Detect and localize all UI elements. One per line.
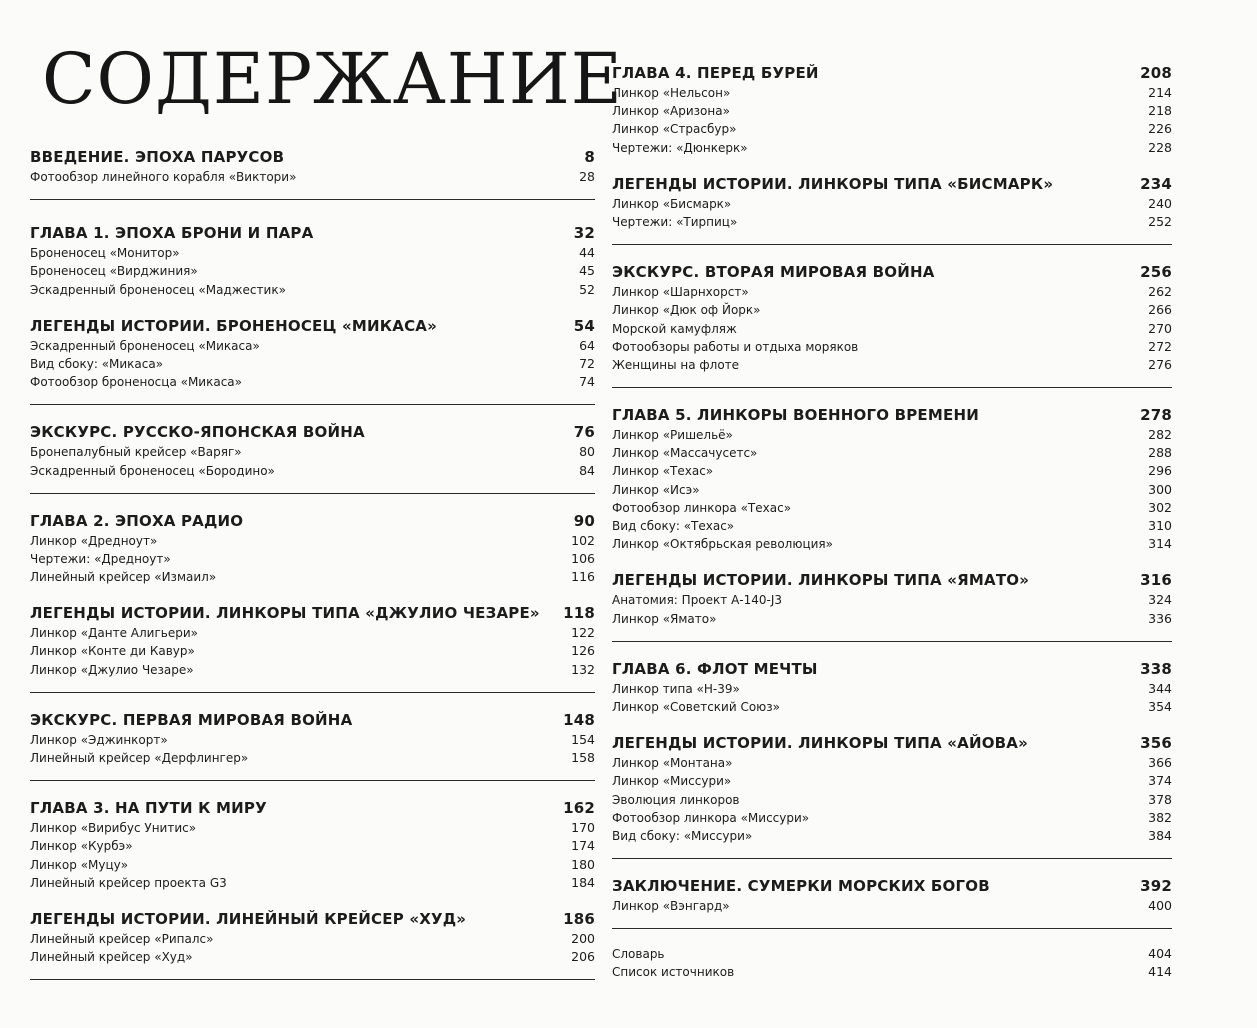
- entry-title: Эволюция линкоров: [612, 792, 740, 807]
- entry-title: Анатомия: Проект А-140-J3: [612, 593, 783, 608]
- toc-entry[interactable]: [30, 819, 595, 837]
- toc-entry[interactable]: [612, 591, 1172, 609]
- section-page-number: 8: [584, 148, 595, 166]
- toc-entry[interactable]: [30, 355, 595, 373]
- entry-title: Линкор «Бисмарк»: [612, 196, 732, 211]
- entry-title: Линейный крейсер «Дерфлингер»: [30, 751, 249, 765]
- toc-entry[interactable]: [30, 731, 595, 749]
- page-title: СОДЕРЖАНИЕ: [42, 38, 623, 120]
- toc-section: [30, 510, 595, 587]
- toc-section: [612, 173, 1172, 245]
- toc-entry[interactable]: [30, 462, 595, 480]
- section-title: ГЛАВА 1. ЭПОХА БРОНИ И ПАРА: [30, 224, 314, 243]
- entry-page-number: 272: [1148, 338, 1172, 354]
- toc-entry[interactable]: [30, 168, 595, 186]
- entry-page-number: 270: [1148, 320, 1172, 336]
- entry-page-number: 44: [579, 245, 595, 261]
- section-title: ЛЕГЕНДЫ ИСТОРИИ. БРОНЕНОСЕЦ «МИКАСА»: [30, 316, 437, 335]
- toc-entry[interactable]: [612, 444, 1172, 462]
- entry-page-number: 296: [1148, 463, 1172, 479]
- entry-title: Линкор «Эджинкорт»: [30, 732, 168, 747]
- entry-page-number: 180: [571, 856, 595, 872]
- toc-entry[interactable]: [30, 661, 595, 679]
- entry-page-number: 184: [571, 874, 595, 890]
- entry-page-number: 102: [571, 532, 595, 548]
- section-title: ГЛАВА 5. ЛИНКОРЫ ВОЕННОГО ВРЕМЕНИ: [612, 406, 979, 425]
- entry-page-number: 404: [1148, 946, 1172, 962]
- entry-page-number: 288: [1148, 445, 1172, 461]
- entry-title: Линкор «Вэнгард»: [612, 899, 730, 914]
- section-heading[interactable]: [612, 875, 1172, 897]
- toc-entry[interactable]: [30, 532, 595, 550]
- entry-page-number: 378: [1148, 791, 1172, 807]
- entry-page-number: 126: [571, 643, 595, 659]
- entry-page-number: 154: [571, 731, 595, 747]
- entry-title: Броненосец «Монитор»: [30, 246, 180, 261]
- entry-title: Линкор «Октябрьская революция»: [612, 537, 833, 552]
- section-page-number: 54: [573, 316, 595, 335]
- toc-entry[interactable]: [30, 244, 595, 262]
- toc-entry[interactable]: [30, 373, 595, 391]
- entry-title: Линкор «Ямато»: [612, 611, 717, 626]
- toc-entry[interactable]: [30, 624, 595, 642]
- entry-page-number: 262: [1148, 284, 1172, 300]
- entry-title: Линкор «Данте Алигьери»: [30, 626, 198, 641]
- entry-title: Линкор «Исэ»: [612, 482, 700, 497]
- toc-entry[interactable]: [612, 320, 1172, 338]
- entry-title: Вид сбоку: «Техас»: [612, 519, 735, 533]
- entry-title: Эскадренный броненосец «Бородино»: [30, 463, 275, 478]
- entry-page-number: 282: [1148, 427, 1172, 443]
- entry-page-number: 116: [571, 569, 595, 585]
- toc-section: [612, 569, 1172, 641]
- toc-entry[interactable]: [30, 837, 595, 855]
- section-heading[interactable]: [30, 602, 595, 624]
- entry-title: Морской камуфляж: [612, 321, 737, 336]
- section-page-number: 356: [1140, 734, 1172, 753]
- toc-entry[interactable]: [612, 120, 1172, 138]
- toc-section: [612, 404, 1172, 553]
- entry-title: Вид сбоку: «Микаса»: [30, 356, 164, 371]
- entry-title: Линкор «Муцу»: [30, 857, 129, 872]
- back-matter: [612, 945, 1172, 981]
- section-title: ЗАКЛЮЧЕНИЕ. СУМЕРКИ МОРСКИХ БОГОВ: [612, 877, 990, 896]
- entry-page-number: 414: [1148, 964, 1172, 980]
- toc-entry[interactable]: [612, 195, 1172, 213]
- section-page-number: 256: [1140, 263, 1172, 282]
- entry-page-number: 400: [1148, 898, 1172, 914]
- section-title: ВВЕДЕНИЕ. ЭПОХА ПАРУСОВ: [30, 148, 285, 166]
- entry-page-number: 84: [579, 462, 595, 478]
- entry-title: Фотообзор линкора «Техас»: [612, 500, 792, 515]
- toc-entry[interactable]: [612, 517, 1172, 535]
- entry-title: Линкор «Миссури»: [612, 774, 732, 789]
- toc-section: [612, 875, 1172, 929]
- section-title: ЭКСКУРС. ПЕРВАЯ МИРОВАЯ ВОЙНА: [30, 710, 353, 729]
- entry-page-number: 324: [1148, 592, 1172, 608]
- entry-title: Линкор «Массачусетс»: [612, 446, 758, 461]
- entry-title: Чертежи: «Дюнкерк»: [612, 140, 748, 155]
- section-title: ЛЕГЕНДЫ ИСТОРИИ. ЛИНЕЙНЫЙ КРЕЙСЕР «ХУД»: [30, 909, 467, 928]
- toc-entry[interactable]: [612, 213, 1172, 231]
- toc-section: [612, 261, 1172, 388]
- toc-section: [30, 908, 595, 980]
- entry-title: Линкор «Аризона»: [612, 104, 730, 119]
- toc-section: [30, 797, 595, 892]
- entry-page-number: 174: [571, 838, 595, 854]
- entry-title: Броненосец «Вирджиния»: [30, 264, 198, 279]
- entry-title: Вид сбоку: «Миссури»: [612, 828, 753, 843]
- section-title: ЭКСКУРС. ВТОРАЯ МИРОВАЯ ВОЙНА: [612, 263, 935, 282]
- toc-entry[interactable]: [30, 856, 595, 874]
- entry-title: Бронепалубный крейсер «Варяг»: [30, 445, 242, 460]
- entry-page-number: 106: [571, 550, 595, 566]
- section-heading[interactable]: [612, 173, 1172, 195]
- entry-page-number: 302: [1148, 499, 1172, 515]
- entry-title: Линкор «Страсбур»: [612, 122, 737, 137]
- section-page-number: 234: [1140, 174, 1172, 193]
- section-heading[interactable]: [30, 709, 595, 731]
- entry-page-number: 214: [1148, 85, 1172, 100]
- entry-title: Эскадренный броненосец «Микаса»: [30, 338, 260, 353]
- entry-title: Линкор «Конте ди Кавур»: [30, 644, 195, 659]
- toc-entry[interactable]: [612, 963, 1172, 981]
- section-page-number: 316: [1140, 571, 1172, 590]
- toc-entry[interactable]: [612, 754, 1172, 772]
- section-page-number: 278: [1140, 406, 1172, 425]
- section-page-number: 76: [573, 423, 595, 442]
- toc-section: [612, 732, 1172, 859]
- entry-page-number: 366: [1148, 755, 1172, 771]
- toc-section: [30, 146, 595, 200]
- section-title: ГЛАВА 2. ЭПОХА РАДИО: [30, 511, 244, 530]
- section-page-number: 208: [1140, 64, 1172, 82]
- entry-title: Список источников: [612, 965, 735, 980]
- toc-entry[interactable]: [30, 281, 595, 299]
- entry-page-number: 228: [1148, 139, 1172, 155]
- toc-entry[interactable]: [612, 283, 1172, 301]
- toc-entry[interactable]: [612, 139, 1172, 157]
- toc-entry[interactable]: [612, 680, 1172, 698]
- toc-entry[interactable]: [612, 827, 1172, 845]
- entry-title: Женщины на флоте: [612, 357, 740, 372]
- section-page-number: 90: [573, 511, 595, 530]
- section-heading[interactable]: [30, 421, 595, 443]
- entry-page-number: 252: [1148, 213, 1172, 229]
- section-heading[interactable]: [30, 315, 595, 337]
- entry-title: Линкор «Техас»: [612, 464, 714, 479]
- section-page-number: 338: [1140, 659, 1172, 678]
- toc-entry[interactable]: [612, 535, 1172, 553]
- toc-column-right: [612, 62, 1172, 981]
- toc-entry[interactable]: [612, 791, 1172, 809]
- entry-page-number: 122: [571, 625, 595, 641]
- entry-title: Линкор «Джулио Чезаре»: [30, 662, 194, 677]
- entry-page-number: 218: [1148, 103, 1172, 119]
- section-heading[interactable]: [612, 658, 1172, 680]
- entry-title: Линкор «Дюк оф Йорк»: [612, 303, 761, 318]
- entry-page-number: 384: [1148, 827, 1172, 843]
- entry-title: Линкор «Нельсон»: [612, 86, 731, 100]
- entry-title: Фотообзор броненосца «Микаса»: [30, 375, 242, 390]
- entry-title: Линкор «Курбэ»: [30, 839, 133, 854]
- entry-page-number: 132: [571, 661, 595, 677]
- section-page-number: 186: [563, 909, 595, 928]
- entry-title: Чертежи: «Дредноут»: [30, 551, 171, 566]
- entry-page-number: 52: [579, 281, 595, 297]
- entry-page-number: 64: [579, 337, 595, 353]
- entry-title: Линейный крейсер «Худ»: [30, 950, 193, 965]
- toc-section: [612, 658, 1172, 716]
- section-title: ЭКСКУРС. РУССКО-ЯПОНСКАЯ ВОЙНА: [30, 423, 365, 442]
- toc-entry[interactable]: [612, 772, 1172, 790]
- section-title: ЛЕГЕНДЫ ИСТОРИИ. ЛИНКОРЫ ТИПА «БИСМАРК»: [612, 174, 1054, 193]
- section-heading[interactable]: [612, 404, 1172, 426]
- entry-page-number: 344: [1148, 680, 1172, 696]
- section-title: ЛЕГЕНДЫ ИСТОРИИ. ЛИНКОРЫ ТИПА «АЙОВА»: [612, 734, 1028, 753]
- toc-entry[interactable]: [612, 84, 1172, 102]
- toc-entry[interactable]: [612, 356, 1172, 374]
- toc-entry[interactable]: [30, 948, 595, 966]
- toc-entry[interactable]: [612, 301, 1172, 319]
- entry-title: Линкор типа «Н-39»: [612, 681, 740, 696]
- toc-entry[interactable]: [612, 102, 1172, 120]
- entry-title: Линкор «Дредноут»: [30, 533, 158, 548]
- section-title: ГЛАВА 6. ФЛОТ МЕЧТЫ: [612, 659, 818, 678]
- entry-title: Линкор «Ришельё»: [612, 428, 733, 443]
- section-heading[interactable]: [612, 62, 1172, 84]
- section-page-number: 118: [563, 604, 595, 623]
- section-heading[interactable]: [30, 222, 595, 244]
- toc-entry[interactable]: [30, 262, 595, 280]
- entry-title: Фотообзоры работы и отдыха моряков: [612, 339, 859, 354]
- entry-page-number: 266: [1148, 302, 1172, 318]
- section-title: ЛЕГЕНДЫ ИСТОРИИ. ЛИНКОРЫ ТИПА «ДЖУЛИО ЧЕЗАРЕ»: [30, 604, 540, 623]
- toc-entry[interactable]: [612, 945, 1172, 963]
- toc-entry[interactable]: [612, 897, 1172, 915]
- entry-page-number: 80: [579, 444, 595, 460]
- entry-title: Словарь: [612, 947, 665, 962]
- entry-page-number: 206: [571, 949, 595, 965]
- toc-entry[interactable]: [30, 749, 595, 767]
- section-heading[interactable]: [612, 732, 1172, 754]
- entry-page-number: 170: [571, 820, 595, 836]
- toc-section: [30, 602, 595, 693]
- toc-section: [30, 222, 595, 299]
- toc-entry[interactable]: [612, 698, 1172, 716]
- toc-section: [612, 62, 1172, 157]
- section-page-number: 392: [1140, 877, 1172, 896]
- entry-title: Линейный крейсер проекта G3: [30, 875, 227, 890]
- section-heading[interactable]: [30, 908, 595, 930]
- entry-title: Линкор «Монтана»: [612, 756, 733, 771]
- toc-entry[interactable]: [30, 930, 595, 948]
- entry-page-number: 240: [1148, 195, 1172, 211]
- toc-entry[interactable]: [612, 462, 1172, 480]
- toc-entry[interactable]: [612, 610, 1172, 628]
- entry-page-number: 158: [571, 750, 595, 765]
- section-page-number: 148: [563, 710, 595, 729]
- entry-page-number: 200: [571, 930, 595, 946]
- toc-entry[interactable]: [30, 337, 595, 355]
- entry-page-number: 72: [579, 355, 595, 371]
- section-heading[interactable]: [30, 510, 595, 532]
- entry-page-number: 354: [1148, 698, 1172, 714]
- section-title: ЛЕГЕНДЫ ИСТОРИИ. ЛИНКОРЫ ТИПА «ЯМАТО»: [612, 571, 1030, 590]
- toc-section: [30, 709, 595, 781]
- toc-column-left: [30, 146, 595, 980]
- toc-entry[interactable]: [612, 338, 1172, 356]
- entry-page-number: 45: [579, 263, 595, 279]
- toc-entry[interactable]: [612, 426, 1172, 444]
- entry-page-number: 382: [1148, 809, 1172, 825]
- toc-entry[interactable]: [612, 809, 1172, 827]
- entry-page-number: 74: [579, 374, 595, 390]
- entry-page-number: 310: [1148, 518, 1172, 533]
- toc-entry[interactable]: [30, 568, 595, 586]
- entry-page-number: 314: [1148, 536, 1172, 552]
- entry-page-number: 374: [1148, 773, 1172, 789]
- entry-title: Линейный крейсер «Измаил»: [30, 570, 217, 585]
- entry-title: Линкор «Шарнхорст»: [612, 285, 749, 300]
- section-heading[interactable]: [612, 261, 1172, 283]
- entry-title: Линейный крейсер «Рипалс»: [30, 931, 214, 946]
- entry-title: Фотообзор линейного корабля «Виктори»: [30, 170, 297, 184]
- section-page-number: 162: [563, 799, 595, 818]
- toc-entry[interactable]: [30, 443, 595, 461]
- entry-title: Чертежи: «Тирпиц»: [612, 214, 738, 229]
- entry-title: Линкор «Советский Союз»: [612, 699, 780, 714]
- toc-entry[interactable]: [612, 499, 1172, 517]
- entry-title: Фотообзор линкора «Миссури»: [612, 810, 810, 825]
- section-heading[interactable]: [612, 569, 1172, 591]
- section-heading[interactable]: [30, 146, 595, 168]
- section-page-number: 32: [573, 224, 595, 243]
- entry-page-number: 336: [1148, 610, 1172, 626]
- toc-entry[interactable]: [30, 550, 595, 568]
- entry-title: Эскадренный броненосец «Маджестик»: [30, 282, 286, 297]
- section-title: ГЛАВА 4. ПЕРЕД БУРЕЙ: [612, 64, 819, 82]
- entry-page-number: 276: [1148, 356, 1172, 372]
- toc-entry[interactable]: [30, 642, 595, 660]
- toc-section: [30, 315, 595, 406]
- toc-section: [30, 421, 595, 493]
- entry-page-number: 226: [1148, 121, 1172, 137]
- entry-page-number: 28: [579, 169, 595, 184]
- section-title: ГЛАВА 3. НА ПУТИ К МИРУ: [30, 799, 267, 818]
- toc-entry[interactable]: [612, 481, 1172, 499]
- section-heading[interactable]: [30, 797, 595, 819]
- entry-page-number: 300: [1148, 481, 1172, 497]
- toc-entry[interactable]: [30, 874, 595, 892]
- entry-title: Линкор «Вирибус Унитис»: [30, 821, 197, 836]
